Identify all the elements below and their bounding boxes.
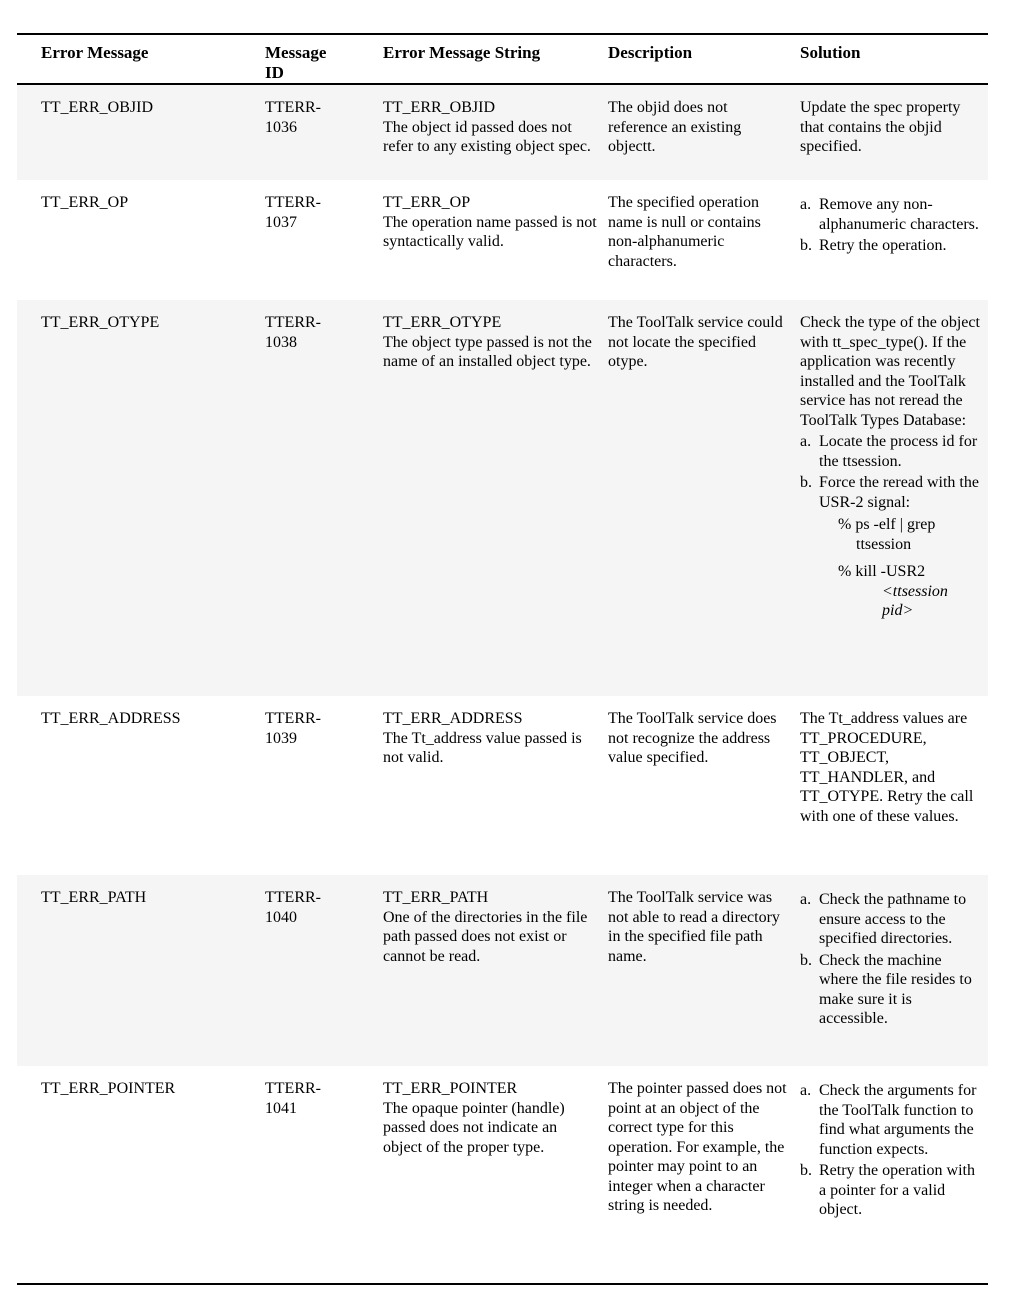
error-message-string-cell xyxy=(383,696,608,875)
command-prompt: % kill -USR2 xyxy=(838,563,926,580)
error-message-string-cell xyxy=(383,85,608,180)
solution-step xyxy=(800,951,983,1029)
table-row xyxy=(17,85,988,180)
solution-step xyxy=(800,236,983,256)
solution-cell xyxy=(800,1066,988,1283)
solution-text: The Tt_address values are TT_PROCEDURE, TT_OBJECT, TT_HANDLER, and TT_OTYPE. Retry the call with one of these values. xyxy=(800,710,974,825)
step-text: Retry the operation with a pointer for a valid object. xyxy=(819,1162,975,1218)
message-id-cell: TTERR-1036 xyxy=(265,99,321,136)
error-string-name: TT_ERR_OP xyxy=(383,194,471,211)
description-cell: The specified operation name is null or contains non-alphanumeric characters. xyxy=(608,194,761,270)
message-id-cell: TTERR-1037 xyxy=(265,194,321,231)
solution-intro: Check the type of the object with tt_spec_type(). If the application was recently installed and the ToolTalk service has not reread the ToolTalk Types Database: xyxy=(800,314,980,429)
step-marker: b. xyxy=(800,1162,812,1179)
header-description: Description xyxy=(608,43,693,62)
error-message-string-cell xyxy=(383,1066,608,1283)
error-string-text: The object type passed is not the name of an installed object type. xyxy=(383,333,592,370)
header-solution: Solution xyxy=(800,43,861,62)
error-string-text: The object id passed does not refer to any existing object spec. xyxy=(383,118,591,155)
solution-cell xyxy=(800,696,988,875)
step-marker: a. xyxy=(800,433,812,450)
step-text: Check the arguments for the ToolTalk function to find what arguments the function expects. xyxy=(819,1082,977,1158)
step-text: Check the machine where the file resides to make sure it is accessible. xyxy=(819,951,972,1027)
error-string-name: TT_ERR_OTYPE xyxy=(383,314,502,331)
solution-step xyxy=(800,432,983,471)
command-line: % ps -elf | grep ttsession xyxy=(838,516,936,553)
error-string-name: TT_ERR_PATH xyxy=(383,889,489,906)
error-string-name: TT_ERR_POINTER xyxy=(383,1080,518,1097)
error-string-name: TT_ERR_OBJID xyxy=(383,99,495,116)
step-text: Remove any non-alphanumeric characters. xyxy=(819,196,979,233)
error-message-cell: TT_ERR_OBJID xyxy=(41,99,153,116)
solution-cell xyxy=(800,180,988,300)
step-text: Check the pathname to ensure access to the specified directories. xyxy=(819,891,967,947)
message-id-cell: TTERR-1041 xyxy=(265,1080,321,1117)
solution-step xyxy=(800,1161,983,1220)
description-cell: The ToolTalk service was not able to read a directory in the specified file path name. xyxy=(608,889,780,965)
description-cell: The ToolTalk service does not recognize the address value specified. xyxy=(608,710,777,766)
error-string-text: The Tt_address value passed is not valid. xyxy=(383,729,582,766)
description-cell: The ToolTalk service could not locate the specified otype. xyxy=(608,314,783,370)
error-message-string-cell xyxy=(383,875,608,1066)
message-id-cell: TTERR-1040 xyxy=(265,889,321,926)
solution-cell xyxy=(800,300,988,696)
step-text-label: Force the reread with the USR-2 signal: xyxy=(819,474,979,511)
command-line xyxy=(838,562,983,621)
table-header-row xyxy=(17,33,988,85)
error-string-text: The opaque pointer (handle) passed does not indicate an object of the proper type. xyxy=(383,1099,565,1156)
error-message-string-cell xyxy=(383,180,608,300)
header-error-message-string: Error Message String xyxy=(383,43,541,62)
error-message-table xyxy=(17,33,988,1285)
solution-cell xyxy=(800,85,988,180)
document-page xyxy=(17,33,988,1285)
command-argument: <ttsession pid> xyxy=(882,582,948,619)
solution-text: Update the spec property that contains the objid specified. xyxy=(800,99,961,155)
solution-cell xyxy=(800,875,988,1066)
error-string-text: One of the directories in the file path passed does not exist or cannot be read. xyxy=(383,908,588,965)
error-string-text: The operation name passed is not syntactically valid. xyxy=(383,213,597,250)
step-marker: b. xyxy=(800,951,812,969)
error-message-cell: TT_ERR_PATH xyxy=(41,889,147,906)
description-cell: The pointer passed does not point at an object of the correct type for this operation. For example, the pointer may point to an integer when a character string is needed. xyxy=(608,1080,787,1214)
solution-step xyxy=(800,890,983,949)
table-row xyxy=(17,180,988,300)
step-marker: b. xyxy=(800,237,812,254)
table-row xyxy=(17,300,988,696)
error-message-string-cell xyxy=(383,300,608,696)
message-id-cell: TTERR-1038 xyxy=(265,314,321,351)
header-message-id: Message ID xyxy=(265,43,327,82)
error-message-cell: TT_ERR_OP xyxy=(41,194,129,211)
message-id-cell: TTERR-1039 xyxy=(265,710,321,747)
solution-step xyxy=(800,195,983,234)
solution-step xyxy=(800,1081,983,1159)
step-text: Locate the process id for the ttsession. xyxy=(819,433,978,470)
step-marker: a. xyxy=(800,891,812,908)
step-text: Retry the operation. xyxy=(819,237,947,254)
step-text xyxy=(819,473,983,621)
step-marker: a. xyxy=(800,1082,812,1099)
table-row xyxy=(17,696,988,875)
description-cell: The objid does not reference an existing objectt. xyxy=(608,99,742,155)
error-message-cell: TT_ERR_ADDRESS xyxy=(41,710,181,727)
step-marker: a. xyxy=(800,196,812,213)
table-row xyxy=(17,875,988,1066)
step-marker: b. xyxy=(800,474,812,491)
table-row xyxy=(17,1066,988,1283)
solution-step xyxy=(800,473,983,621)
error-message-cell: TT_ERR_POINTER xyxy=(41,1080,176,1097)
error-message-cell: TT_ERR_OTYPE xyxy=(41,314,160,331)
header-error-message: Error Message xyxy=(41,43,149,62)
error-string-name: TT_ERR_ADDRESS xyxy=(383,710,523,727)
